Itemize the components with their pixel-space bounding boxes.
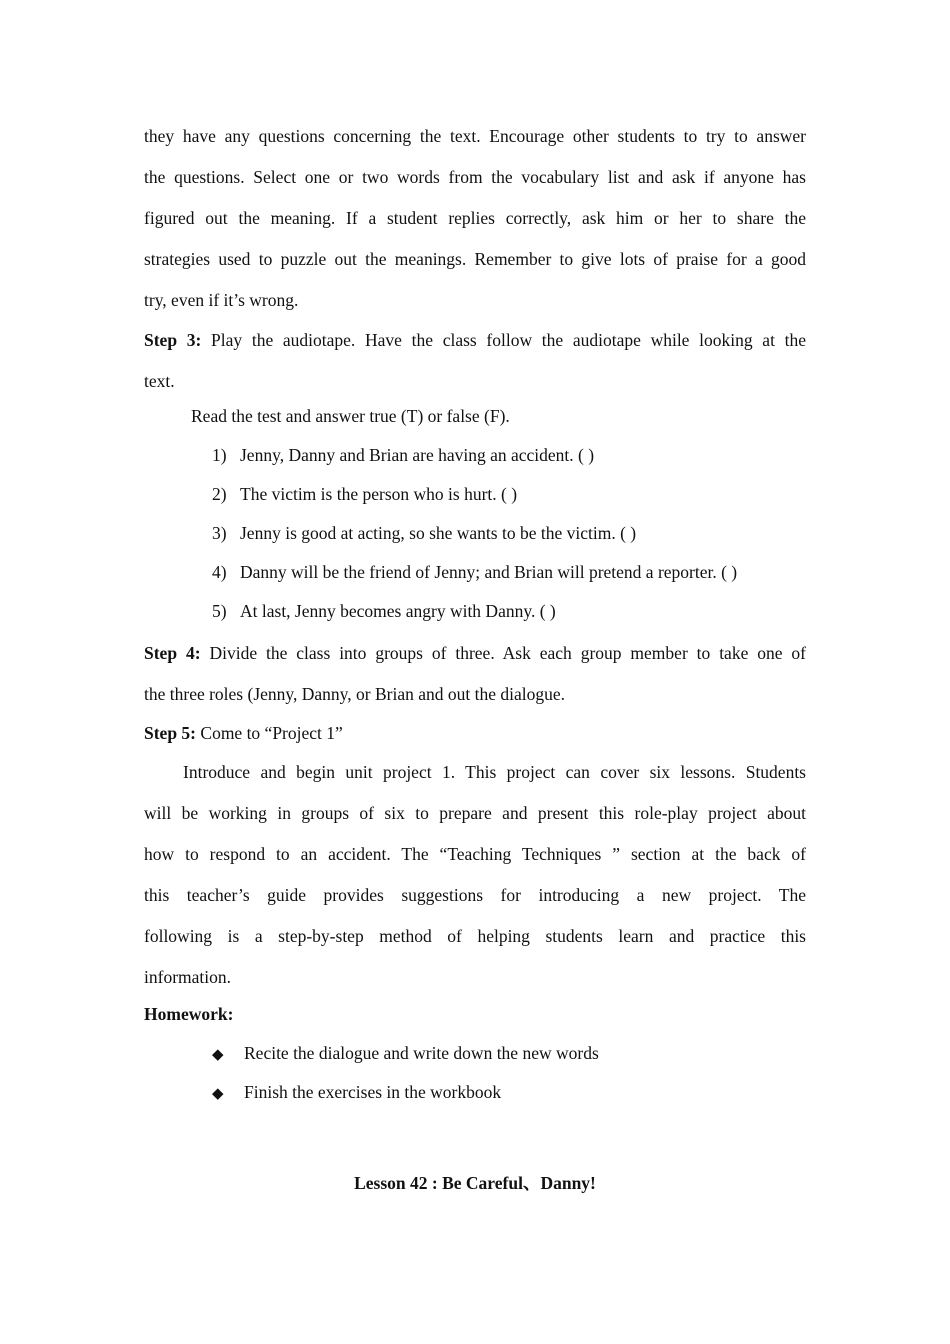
- list-text: Finish the exercises in the workbook: [244, 1082, 502, 1102]
- list-number: 1): [212, 445, 227, 465]
- step3-line2: text.: [144, 371, 175, 391]
- text-line: how to respond to an accident. The “Teaching Techniques ” section at the back of: [144, 844, 806, 864]
- list-item: [212, 1043, 599, 1064]
- project-paragraph: [144, 752, 806, 998]
- list-item: [212, 445, 594, 466]
- homework-heading: [144, 1004, 233, 1025]
- step4-label: Step 4:: [144, 643, 201, 663]
- step5-line: [144, 713, 806, 754]
- list-text: Jenny is good at acting, so she wants to be the victim. ( ): [240, 523, 637, 543]
- list-item: [212, 484, 517, 505]
- step3-paragraph: [144, 320, 806, 402]
- lesson-title: Lesson 42 : Be Careful、Danny!: [354, 1173, 596, 1193]
- step3-line1: [144, 320, 806, 361]
- step5-paragraph: [144, 713, 806, 754]
- step3-text: Play the audiotape. Have the class follow the audiotape while looking at the: [201, 330, 807, 350]
- diamond-bullet-icon: ◆: [212, 1047, 224, 1063]
- list-text: At last, Jenny becomes angry with Danny. ( ): [240, 601, 556, 621]
- list-item: [212, 601, 556, 622]
- step4-line1: [144, 633, 806, 674]
- quiz-instruction: Read the test and answer true (T) or false (F).: [191, 406, 510, 426]
- list-text: Jenny, Danny and Brian are having an accident. ( ): [240, 445, 595, 465]
- text-line: the questions. Select one or two words from the vocabulary list and ask if anyone has: [144, 167, 806, 187]
- text-line: try, even if it’s wrong.: [144, 290, 299, 310]
- text-line: they have any questions concerning the text. Encourage other students to try to answer: [144, 126, 806, 146]
- list-number: 2): [212, 484, 227, 504]
- list-number: 4): [212, 562, 227, 582]
- text-line: Introduce and begin unit project 1. This project can cover six lessons. Students: [183, 762, 806, 782]
- intro-paragraph: [144, 116, 806, 321]
- text-line: following is a step-by-step method of helping students learn and practice this: [144, 926, 806, 946]
- text-line: information.: [144, 967, 231, 987]
- homework-label: Homework:: [144, 1004, 234, 1024]
- step5-text: Come to “Project 1”: [196, 723, 343, 743]
- list-text: The victim is the person who is hurt. ( ): [240, 484, 518, 504]
- list-text: Danny will be the friend of Jenny; and Brian will pretend a reporter. ( ): [240, 562, 738, 582]
- list-text: Recite the dialogue and write down the new words: [244, 1043, 599, 1063]
- step5-label: Step 5:: [144, 723, 197, 743]
- text-line: figured out the meaning. If a student replies correctly, ask him or her to share the: [144, 208, 806, 228]
- step4-text: Divide the class into groups of three. Ask each group member to take one of: [200, 643, 806, 663]
- diamond-bullet-icon: ◆: [212, 1086, 224, 1102]
- list-item: [212, 562, 737, 583]
- list-number: 3): [212, 523, 227, 543]
- text-line: strategies used to puzzle out the meanings. Remember to give lots of praise for a good: [144, 249, 806, 269]
- list-item: [212, 1082, 501, 1103]
- step4-line2: the three roles (Jenny, Danny, or Brian and out the dialogue.: [144, 684, 566, 704]
- list-number: 5): [212, 601, 227, 621]
- list-item: [212, 523, 636, 544]
- text-line: this teacher’s guide provides suggestions for introducing a new project. The: [144, 885, 806, 905]
- step4-paragraph: [144, 633, 806, 715]
- text-line: will be working in groups of six to prepare and present this role-play project about: [144, 803, 806, 823]
- step3-label: Step 3:: [144, 330, 202, 350]
